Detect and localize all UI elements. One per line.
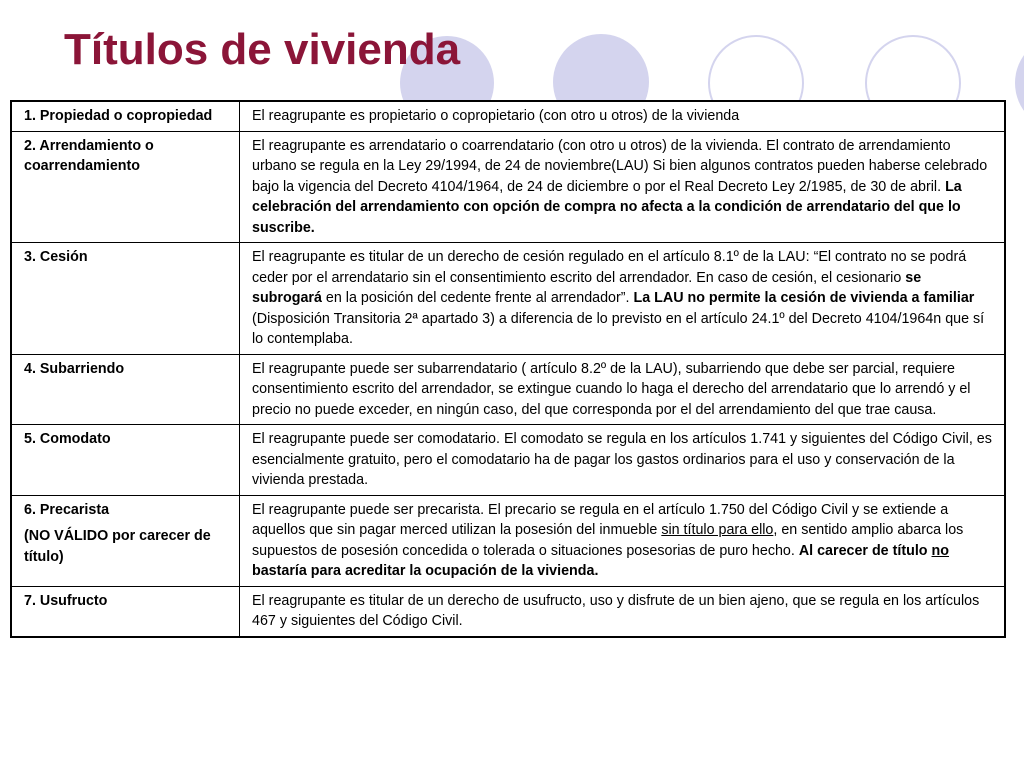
description-text: El reagrupante puede ser comodatario. El comodato se regula en los artículos 1.741 y siguientes del Código Civil, es esencialmente gratuito, pero el comodatario ha de pagar los gastos ordinarios para el uso y conservación de la vivienda prestada. (252, 431, 992, 488)
row-description-cell (240, 586, 1006, 637)
table-row (11, 243, 1005, 355)
description-text: bastaría para acreditar la ocupación de la vivienda. (252, 563, 599, 579)
titles-table (10, 100, 1006, 638)
description-text: (Disposición Transitoria 2ª apartado 3) a diferencia de lo previsto en el artículo 24.1º del Decreto 4104/1964n que sí lo contemplaba. (252, 310, 985, 347)
row-label: 6. Precarista (24, 501, 110, 518)
row-label: 1. Propiedad o copropiedad (24, 108, 213, 124)
description-text: El reagrupante es propietario o copropietario (con otro u otros) de la vivienda (252, 108, 740, 124)
row-label: 4. Subarriendo (24, 360, 125, 377)
row-description-cell (240, 425, 1006, 496)
slide-title: Títulos de vivienda (64, 25, 461, 74)
table-row (11, 586, 1005, 637)
table-row (11, 131, 1005, 243)
row-label-cell (11, 354, 240, 425)
description-text: El reagrupante puede ser subarrendatario ( artículo 8.2º de la LAU), subarriendo que debe ser parcial, requiere consentimiento escrito del arrendador, se extingue cuando lo haga el derecho del arrendatario que lo arrendó y el precio no puede exceder, en ningún caso, del que corresponda por el del arrendamiento del que trae causa. (252, 360, 971, 418)
description-text: El reagrupante es arrendatario o coarrendatario (con otro u otros) de la vivienda. El contrato de arrendamiento urbano se regula en la Ley 29/1994, de 24 de noviembre(LAU) Si bien algunos contratos pueden haberse celebrado bajo la vigencia del Decreto 4104/1964, de 24 de diciembre o por el Real Decreto Ley 2/1985, de 30 de abril. (252, 137, 988, 195)
row-description-cell (240, 495, 1006, 586)
description-text: no (931, 542, 949, 559)
description-text: , en sentido amplio abarca los supuestos de posesión concedida o tolerada o situaciones posesorias de puro hecho. (252, 522, 964, 559)
row-description-cell (240, 243, 1006, 355)
description-text: Al carecer de título (798, 542, 932, 559)
row-description-cell (240, 354, 1006, 425)
description-text: El reagrupante es titular de un derecho de usufructo, uso y disfrute de un bien ajeno, que se regula en los artículos 467 y siguientes del Código Civil. (252, 592, 980, 629)
row-label: 7. Usufructo (24, 592, 108, 609)
row-label-cell (11, 495, 240, 586)
row-label-cell (11, 586, 240, 637)
description-text: El reagrupante es titular de un derecho de cesión regulado en el artículo 8.1º de la LAU: “El contrato no se podrá ceder por el arrendatario sin el consentimiento escrito del arrendador. En caso de cesión, el cesionario (252, 249, 967, 286)
table-row (11, 425, 1005, 496)
table-row (11, 495, 1005, 586)
table-row (11, 101, 1005, 131)
description-text: en la posición del cedente frente al arrendador”. (321, 290, 634, 306)
description-text: La celebración del arrendamiento con opción de compra no afecta a la condición de arrendatario del que lo suscribe. (252, 178, 962, 236)
table-row (11, 354, 1005, 425)
row-label-cell (11, 131, 240, 243)
row-label-cell (11, 425, 240, 496)
row-label-cell (11, 243, 240, 355)
row-label-cell (11, 101, 240, 131)
titles-table-body (11, 101, 1005, 637)
row-label: 5. Comodato (24, 431, 111, 447)
row-label: 3. Cesión (24, 249, 88, 265)
row-description-cell (240, 131, 1006, 243)
description-text: sin título para ello (661, 522, 774, 538)
row-sublabel: (NO VÁLIDO por carecer de título) (24, 528, 211, 565)
description-text: El reagrupante puede ser precarista. El precario se regula en el artículo 1.750 del Código Civil y se extiende a aquellos que sin pagar merced utilizan la posesión del inmueble (252, 501, 949, 538)
row-description-cell (240, 101, 1006, 131)
description-text: La LAU no permite la cesión de vivienda a familiar (633, 290, 975, 306)
description-text: se subrogará (252, 269, 922, 306)
row-label: 2. Arrendamiento o coarrendamiento (24, 137, 154, 174)
decor-circle-5 (1015, 35, 1024, 131)
